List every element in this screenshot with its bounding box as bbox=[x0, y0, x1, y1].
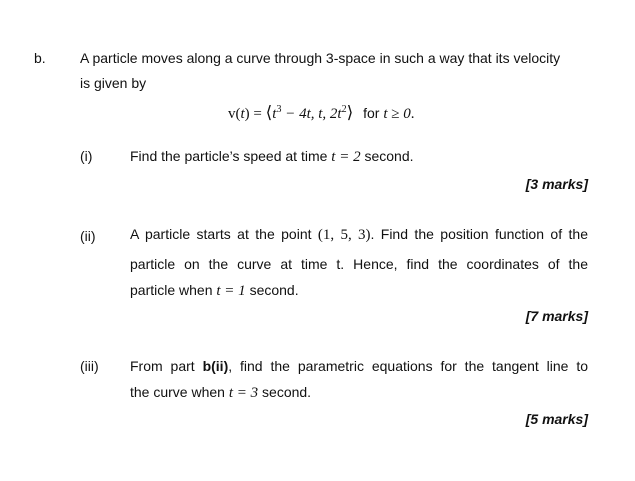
part-iii-label: (iii) bbox=[80, 358, 99, 374]
part-ii-line-2: particle on the curve at time t. Hence, find the coordinates of the bbox=[130, 256, 588, 272]
intro-line-1: A particle moves along a curve through 3-space in such a way that its velocity bbox=[80, 50, 561, 66]
part-i-label: (i) bbox=[80, 148, 93, 164]
part-i-marks: [3 marks] bbox=[525, 176, 588, 192]
part-ii-marks: [7 marks] bbox=[525, 308, 588, 324]
intro-line-2: is given by bbox=[80, 75, 147, 91]
velocity-symbol: v bbox=[228, 106, 236, 122]
left-angle-bracket: ⟨ bbox=[265, 103, 273, 123]
velocity-argument: t bbox=[240, 106, 245, 122]
velocity-equation: $v(t) = ⟨t^3 - 4t$, t, $2t^2⟩$ for t ≥ 0. bbox=[228, 103, 415, 123]
part-iii-line-1: From part b(ii), find the parametric equations for the tangent line to bbox=[130, 358, 588, 374]
condition-math: t ≥ 0 bbox=[383, 106, 411, 122]
part-ii-label: (ii) bbox=[80, 228, 96, 244]
part-iii-marks: [5 marks] bbox=[525, 411, 588, 427]
velocity-components: − 4t, t, 2t bbox=[281, 106, 342, 122]
condition-for: for bbox=[363, 105, 380, 121]
question-label: b. bbox=[34, 50, 46, 66]
part-i-text: Find the particle’s speed at time t = 2 second. bbox=[130, 148, 414, 165]
part-ii-line-1: A particle starts at the point (1, 5, 3). Find the position function of the bbox=[130, 226, 588, 243]
part-ii-line-3: particle when t = 1 second. bbox=[130, 282, 299, 299]
part-iii-line-2: the curve when t = 3 second. bbox=[130, 384, 312, 401]
right-angle-bracket: ⟩ bbox=[346, 103, 354, 123]
